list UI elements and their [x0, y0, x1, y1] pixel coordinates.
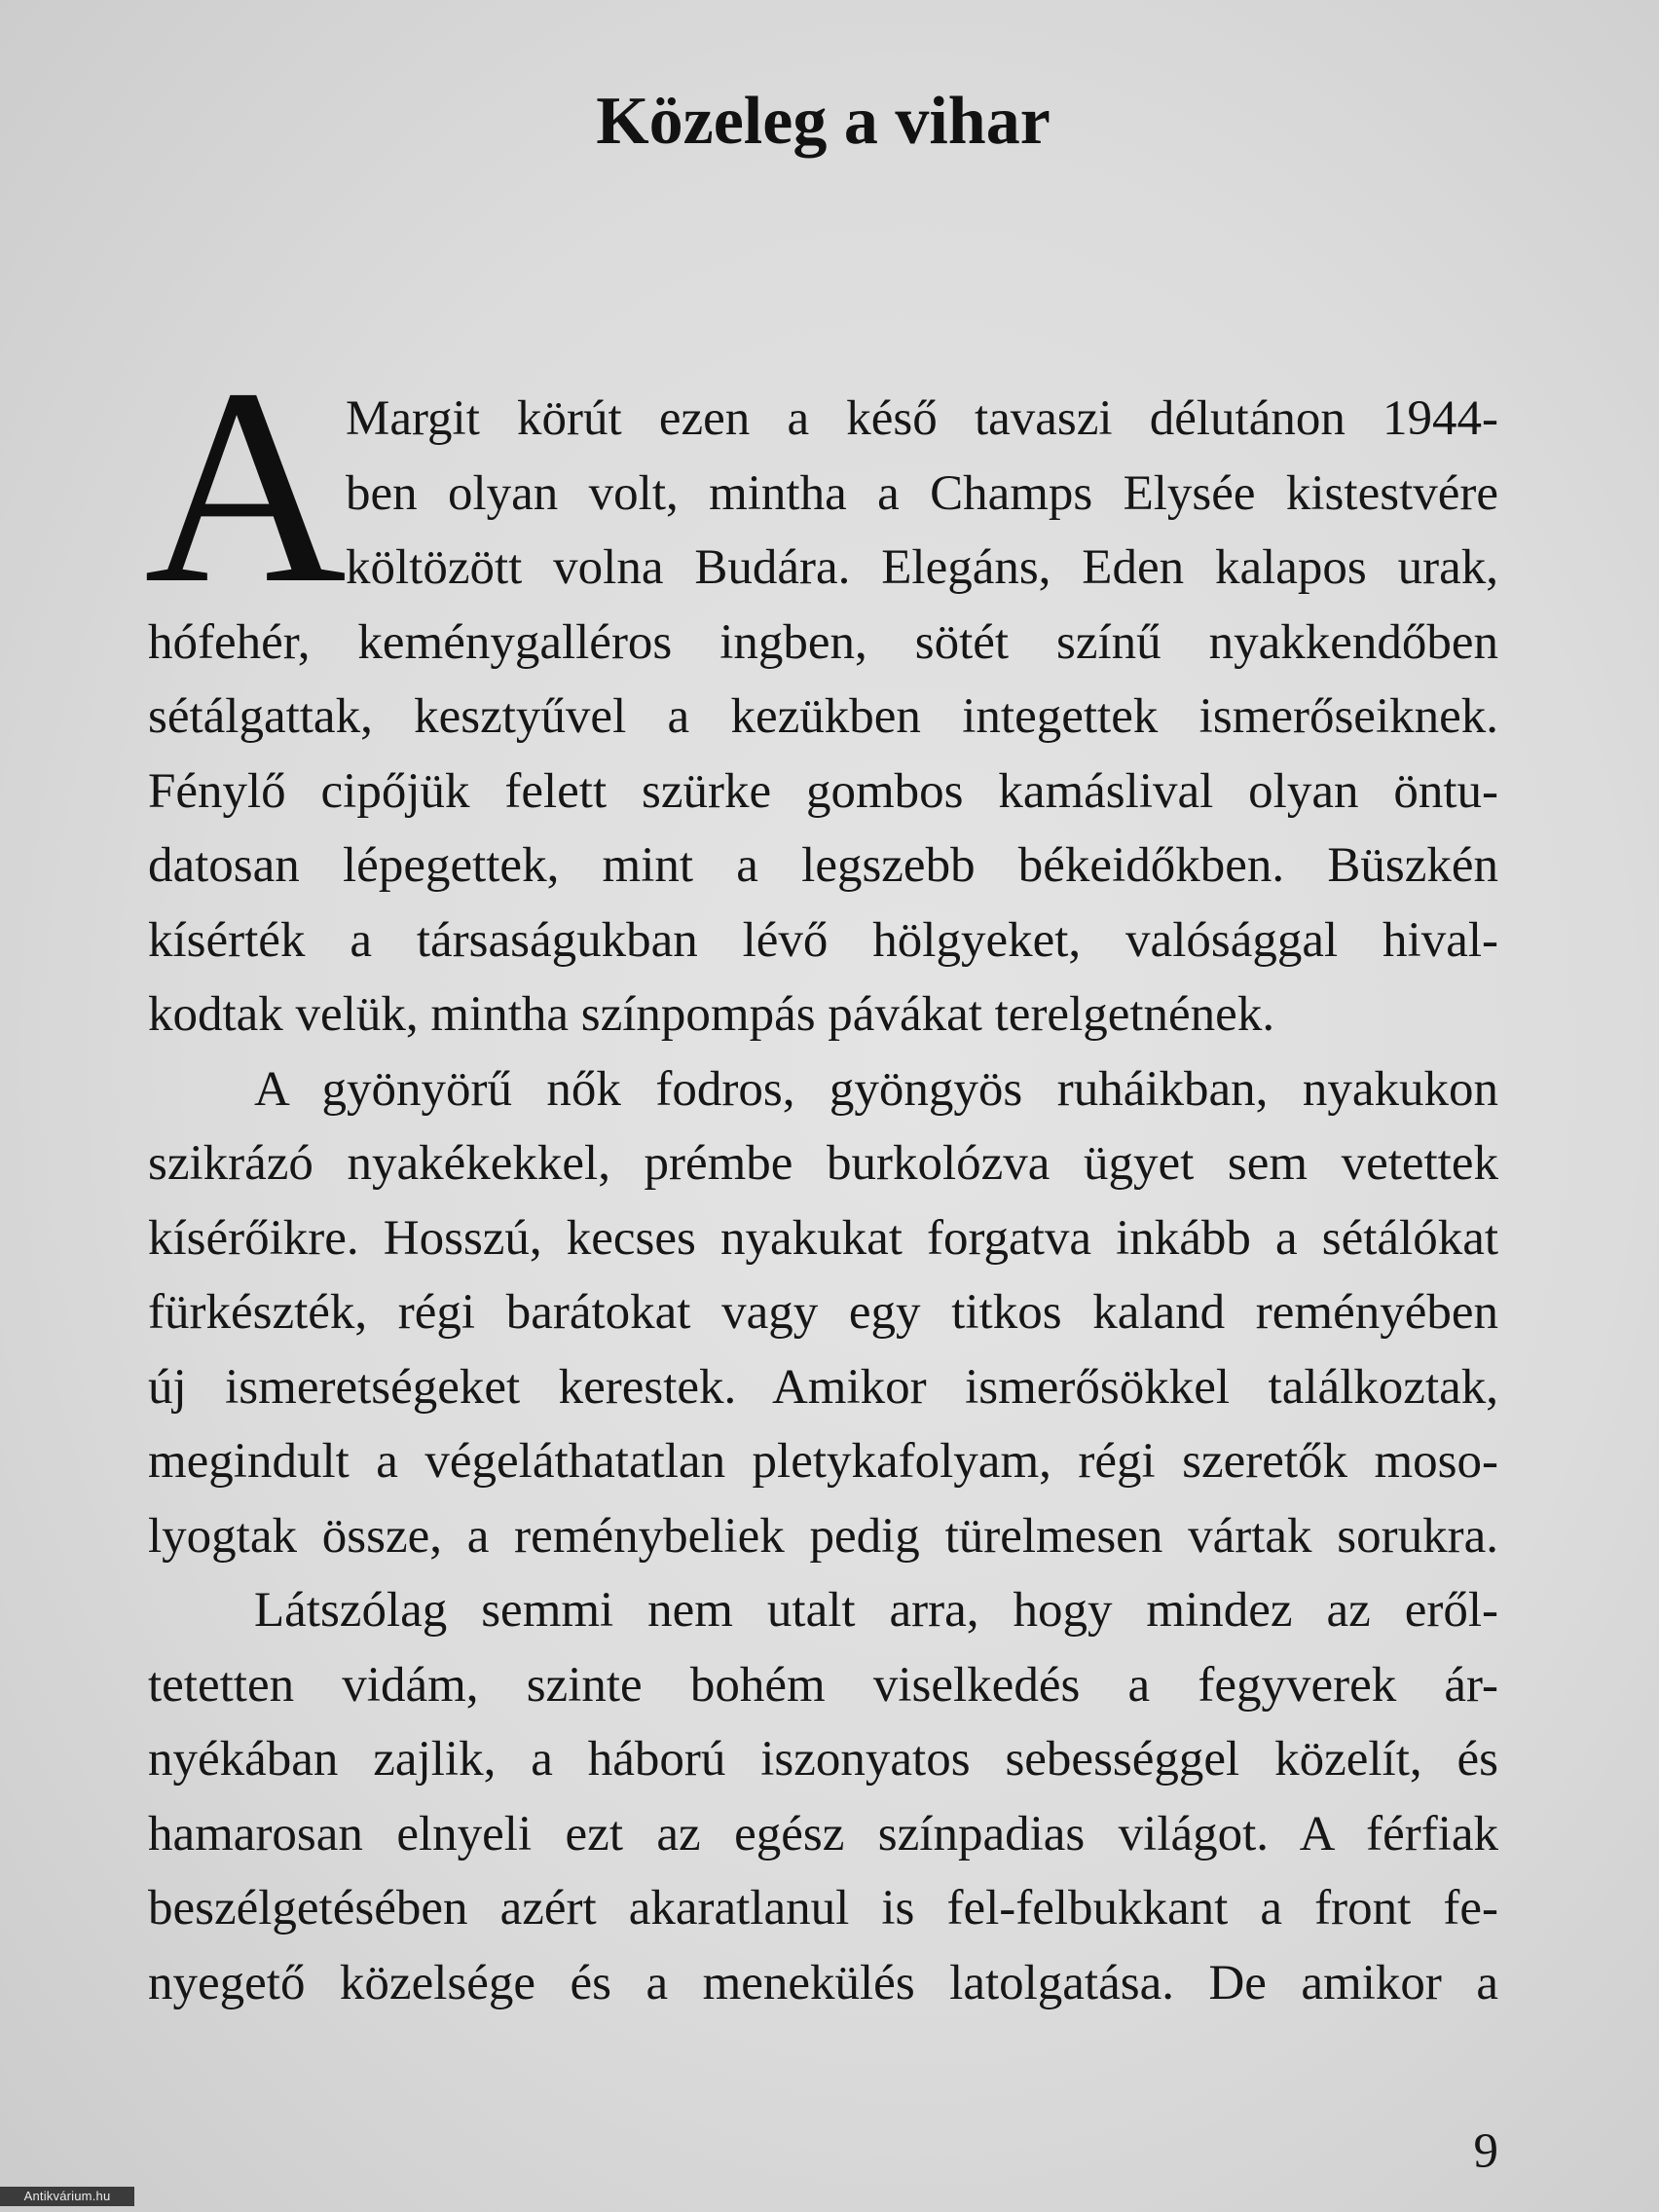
text-line: kísérőikre. Hosszú, kecses nyakukat forgatva inkább a sétálókat — [148, 1210, 1498, 1266]
text-line: beszélgetésében azért akaratlanul is fel-felbukkant a front fe- — [148, 1881, 1498, 1936]
drop-cap: A — [144, 331, 347, 642]
paragraph-3 — [148, 1573, 1498, 2020]
text-line: Margit körút ezen a késő tavaszi délutánon 1944- — [346, 391, 1498, 446]
text-line: kodtak velük, mintha színpompás pávákat terelgetnének. — [148, 987, 1275, 1042]
text-line: hamarosan elnyeli ezt az egész színpadias világot. A férfiak — [148, 1806, 1498, 1862]
text-line: A gyönyörű nők fodros, gyöngyös ruháikban, nyakukon — [254, 1061, 1498, 1117]
text-line: megindult a végeláthatatlan pletykafolyam, régi szeretők moso- — [148, 1434, 1498, 1489]
text-line: hófehér, keménygalléros ingben, sötét színű nyakkendőben — [148, 614, 1498, 670]
text-line: fürkészték, régi barátokat vagy egy titkos kaland reményében — [148, 1285, 1498, 1340]
text-line: nyékában zajlik, a háború iszonyatos sebességgel közelít, és — [148, 1732, 1498, 1787]
paragraph-1 — [148, 382, 1498, 1052]
text-line: nyegető közelsége és a menekülés latolgatása. De amikor a — [148, 1955, 1498, 2010]
text-line: datosan lépegettek, mint a legszebb békeidőkben. Büszkén — [148, 838, 1498, 893]
text-line: szikrázó nyakékekkel, prémbe burkolózva ügyet sem vetettek — [148, 1136, 1498, 1191]
text-line: költözött volna Budára. Elegáns, Eden kalapos urak, — [346, 540, 1498, 595]
paragraph-2 — [148, 1052, 1498, 1574]
text-line: Látszólag semmi nem utalt arra, hogy mindez az eről- — [254, 1583, 1498, 1638]
text-line: ben olyan volt, mintha a Champs Elysée kistestvére — [346, 465, 1498, 521]
text-line: Fénylő cipőjük felett szürke gombos kamáslival olyan öntu- — [148, 763, 1498, 819]
body-text — [148, 382, 1498, 2020]
watermark: Antikvárium.hu — [0, 2187, 134, 2206]
page-number: 9 — [1473, 2124, 1498, 2179]
text-line: lyogtak össze, a reménybeliek pedig türelmesen vártak sorukra. — [148, 1508, 1498, 1564]
text-line: sétálgattak, kesztyűvel a kezükben integettek ismerőseiknek. — [148, 689, 1498, 744]
text-line: tetetten vidám, szinte bohém viselkedés a fegyverek ár- — [148, 1657, 1498, 1713]
chapter-title: Közeleg a vihar — [596, 84, 1051, 159]
text-line: kísérték a társaságukban lévő hölgyeket, valósággal hival- — [148, 912, 1498, 968]
text-line: új ismeretségeket kerestek. Amikor ismerősökkel találkoztak, — [148, 1359, 1498, 1415]
